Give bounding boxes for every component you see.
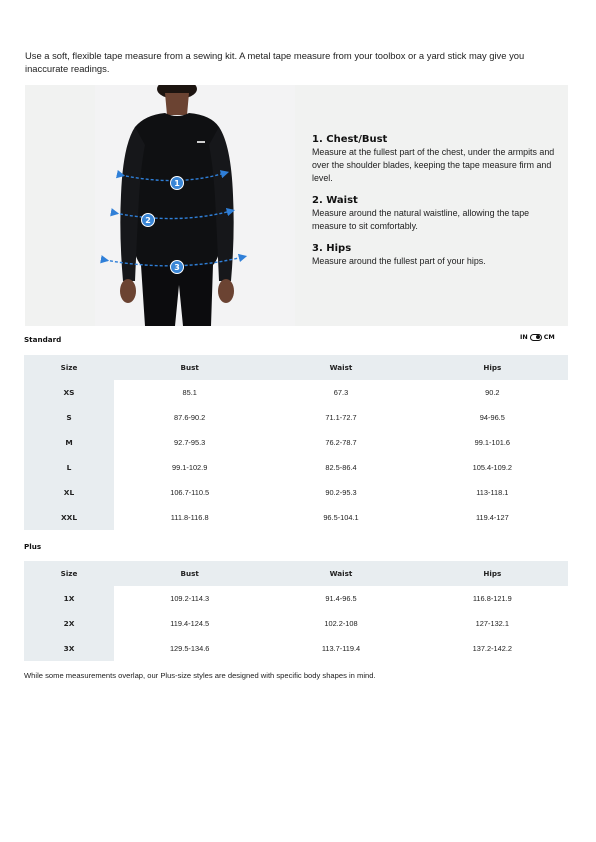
plus-size-table xyxy=(24,561,568,661)
waist-cell: 71.1-72.7 xyxy=(325,413,357,422)
waist-cell: 76.2-78.7 xyxy=(325,438,357,447)
size-cell: S xyxy=(24,405,114,430)
unit-toggle[interactable] xyxy=(520,333,555,341)
size-cell: 1X xyxy=(24,586,114,611)
bust-cell: 92.7-95.3 xyxy=(174,438,206,447)
bust-cell: 111.8-116.8 xyxy=(170,513,209,522)
step-hips-text: Measure around the fullest part of your hips. xyxy=(312,256,486,266)
hips-cell: 105.4-109.2 xyxy=(472,463,513,472)
bust-cell: 119.4-124.5 xyxy=(170,619,210,628)
bust-cell: 87.6-90.2 xyxy=(174,413,206,422)
waist-cell: 82.5-86.4 xyxy=(325,463,357,472)
bust-cell: 106.7-110.5 xyxy=(170,488,210,497)
waist-cell: 96.5-104.1 xyxy=(323,513,359,522)
footnote-text: While some measurements overlap, our Plus-size styles are designed with specific body shapes in mind. xyxy=(24,671,376,680)
waist-cell: 113.7-119.4 xyxy=(321,644,361,653)
hips-cell: 94-96.5 xyxy=(479,413,505,422)
measurement-guide-panel xyxy=(25,85,568,326)
header-bust: Bust xyxy=(114,561,265,586)
table-row xyxy=(24,611,568,636)
table-row xyxy=(24,586,568,611)
intro-text: Use a soft, flexible tape measure from a sewing kit. A metal tape measure from your toolbox or a yard stick may give you inaccurate readings. xyxy=(25,50,525,74)
size-cell: 3X xyxy=(24,636,114,661)
table-row xyxy=(24,405,568,430)
table-row xyxy=(24,505,568,530)
header-bust: Bust xyxy=(114,355,265,380)
unit-cm-label[interactable]: CM xyxy=(543,333,555,341)
table-row xyxy=(24,636,568,661)
svg-text:3: 3 xyxy=(174,263,180,272)
measurement-steps xyxy=(312,133,562,268)
size-cell: XXL xyxy=(24,505,114,530)
toggle-switch-icon[interactable] xyxy=(530,334,542,341)
table-row xyxy=(24,455,568,480)
waist-cell: 90.2-95.3 xyxy=(325,488,357,497)
header-hips: Hips xyxy=(417,355,568,380)
size-cell: M xyxy=(24,430,114,455)
hips-cell: 90.2 xyxy=(485,388,500,397)
header-waist: Waist xyxy=(265,355,416,380)
waist-cell: 67.3 xyxy=(333,388,349,397)
bust-cell: 85.1 xyxy=(182,388,197,397)
bust-cell: 99.1-102.9 xyxy=(171,463,208,472)
table-row xyxy=(24,430,568,455)
table-header-row xyxy=(24,355,568,380)
hips-cell: 137.2-142.2 xyxy=(472,644,513,653)
svg-text:2: 2 xyxy=(145,216,151,225)
step-chest-text: Measure at the fullest part of the chest, under the armpits and over the shoulder blades, keeping the tape measure firm and level. xyxy=(312,147,555,183)
step-hips-title: 3. Hips xyxy=(312,243,352,254)
hips-cell: 119.4-127 xyxy=(475,513,509,522)
header-size: Size xyxy=(24,355,114,380)
header-waist: Waist xyxy=(265,561,416,586)
size-cell: 2X xyxy=(24,611,114,636)
step-chest-title: 1. Chest/Bust xyxy=(312,134,388,145)
size-cell: L xyxy=(24,455,114,480)
bust-cell: 129.5-134.6 xyxy=(169,644,210,653)
bust-cell: 109.2-114.3 xyxy=(170,594,210,603)
chest-marker xyxy=(171,177,184,190)
unit-in-label[interactable]: IN xyxy=(520,333,528,341)
hips-cell: 127-132.1 xyxy=(475,619,509,628)
hips-cell: 99.1-101.6 xyxy=(474,438,510,447)
step-waist-text: Measure around the natural waistline, allowing the tape measure to sit comfortably. xyxy=(312,208,530,231)
waist-cell: 91.4-96.5 xyxy=(325,594,357,603)
svg-text:1: 1 xyxy=(174,179,180,188)
hips-cell: 116.8-121.9 xyxy=(472,594,512,603)
size-cell: XS xyxy=(24,380,114,405)
step-waist-title: 2. Waist xyxy=(312,195,358,206)
table-row xyxy=(24,380,568,405)
plus-section-label: Plus xyxy=(24,542,42,551)
hips-cell: 113-118.1 xyxy=(476,488,509,497)
header-hips: Hips xyxy=(417,561,568,586)
standard-section-label: Standard xyxy=(24,335,62,344)
table-row xyxy=(24,480,568,505)
table-header-row xyxy=(24,561,568,586)
hips-marker xyxy=(171,261,184,274)
size-cell: XL xyxy=(24,480,114,505)
header-size: Size xyxy=(24,561,114,586)
waist-marker xyxy=(142,214,155,227)
waist-cell: 102.2-108 xyxy=(324,619,358,628)
model-figure xyxy=(95,85,295,326)
standard-size-table xyxy=(24,355,568,530)
